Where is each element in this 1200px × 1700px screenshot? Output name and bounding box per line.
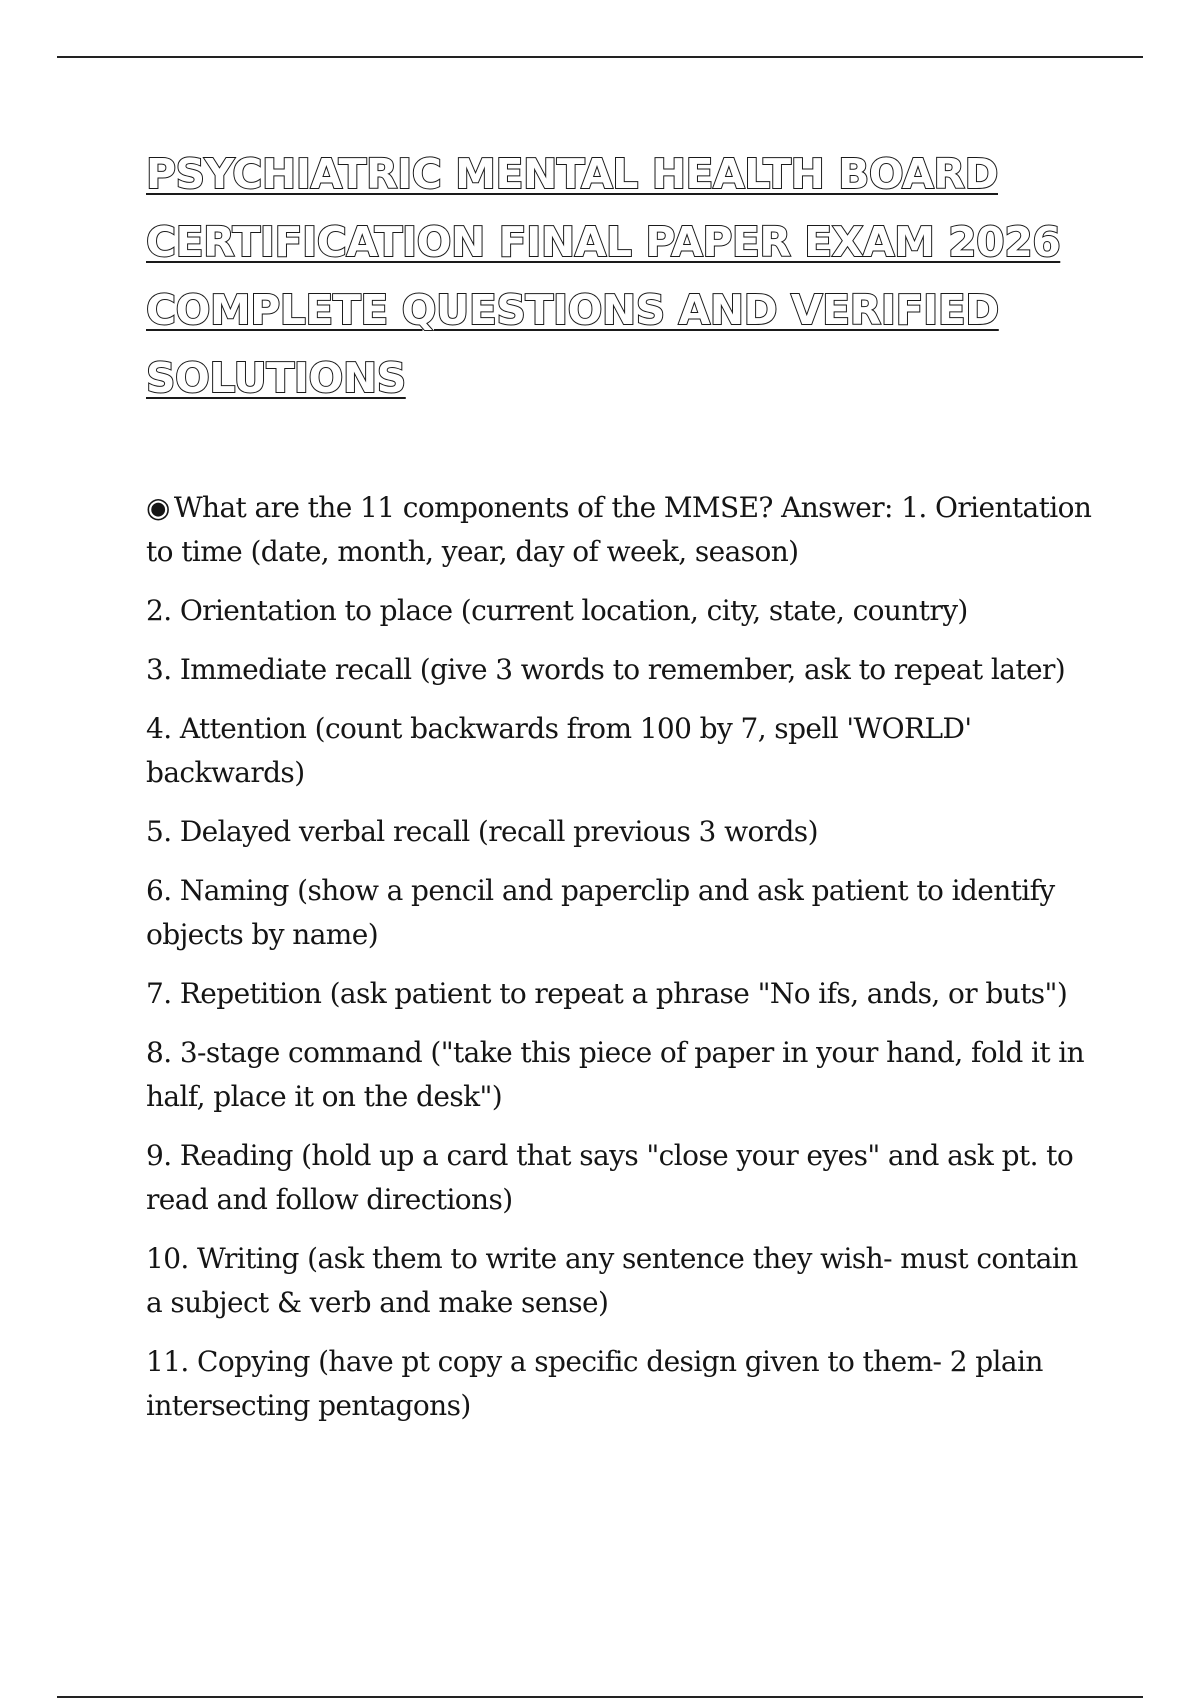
radio-bullet-icon: ◉ — [146, 491, 170, 524]
list-item: 6. Naming (show a pencil and paperclip and ask patient to identify objects by name) — [146, 874, 1055, 951]
question-text: What are the 11 components of the MMSE? Answer: 1. Orientation to time (date, month, year, day of week, season) — [146, 491, 1092, 568]
top-divider — [57, 56, 1143, 58]
question-paragraph — [146, 486, 1096, 574]
list-item: 10. Writing (ask them to write any sentence they wish- must contain a subject & verb and make sense) — [146, 1242, 1078, 1319]
list-item: 2. Orientation to place (current location, city, state, country) — [146, 594, 968, 627]
list-item: 4. Attention (count backwards from 100 by 7, spell 'WORLD' backwards) — [146, 712, 972, 789]
list-item: 11. Copying (have pt copy a specific design given to them- 2 plain intersecting pentagons) — [146, 1345, 1043, 1422]
list-item: 3. Immediate recall (give 3 words to remember, ask to repeat later) — [146, 653, 1066, 686]
list-item: 8. 3-stage command ("take this piece of paper in your hand, fold it in half, place it on the desk") — [146, 1036, 1085, 1113]
list-item: 7. Repetition (ask patient to repeat a phrase "No ifs, ands, or buts") — [146, 977, 1068, 1010]
list-item: 9. Reading (hold up a card that says "close your eyes" and ask pt. to read and follow directions) — [146, 1139, 1074, 1216]
document-body — [146, 486, 1096, 1443]
bottom-divider — [57, 1696, 1143, 1698]
list-item: 5. Delayed verbal recall (recall previous 3 words) — [146, 815, 818, 848]
document-title — [146, 140, 1106, 412]
document-title-text: PSYCHIATRIC MENTAL HEALTH BOARD CERTIFICATION FINAL PAPER EXAM 2026 COMPLETE QUESTIONS AND VERIFIED SOLUTIONS — [146, 150, 1061, 402]
